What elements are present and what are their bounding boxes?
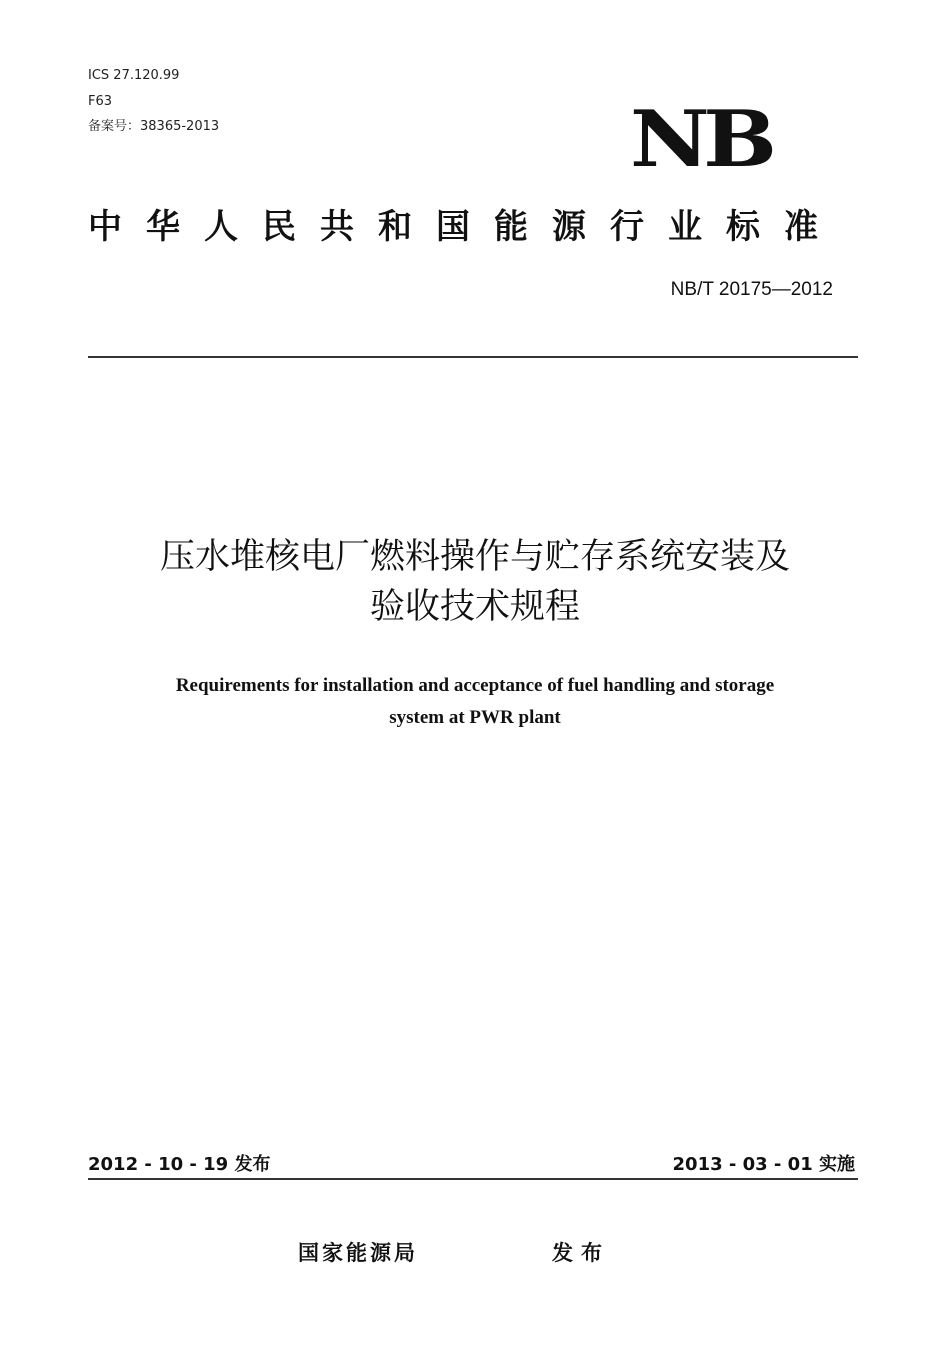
document-title-cn bbox=[60, 532, 890, 632]
classification-code: F63 bbox=[88, 94, 113, 109]
record-number: 备案号：38365-2013 bbox=[88, 119, 220, 134]
issuer-name: 国家能源局 bbox=[298, 1241, 418, 1265]
document-title-cn-line2: 验收技术规程 bbox=[369, 587, 580, 627]
document-title-cn-line1: 压水堆核电厂燃料操作与贮存系统安装及 bbox=[159, 537, 790, 577]
document-title-en-line1: Requirements for installation and acceptance of fuel handling and storage bbox=[175, 675, 775, 696]
document-title-en bbox=[60, 670, 890, 734]
standard-title: 中华人民共和国能源行业标准 bbox=[88, 207, 842, 247]
standard-number: NB/T 20175—2012 bbox=[670, 279, 833, 300]
nb-logo: NB bbox=[630, 94, 771, 185]
bottom-divider bbox=[88, 1178, 858, 1180]
top-divider bbox=[88, 356, 858, 358]
ics-code: ICS 27.120.99 bbox=[88, 68, 180, 83]
effective-date: 2013 - 03 - 01 实施 bbox=[672, 1154, 855, 1175]
document-title-en-line2: system at PWR plant bbox=[389, 707, 561, 728]
publish-date: 2012 - 10 - 19 发布 bbox=[88, 1154, 271, 1175]
issue-label: 发布 bbox=[552, 1241, 610, 1265]
